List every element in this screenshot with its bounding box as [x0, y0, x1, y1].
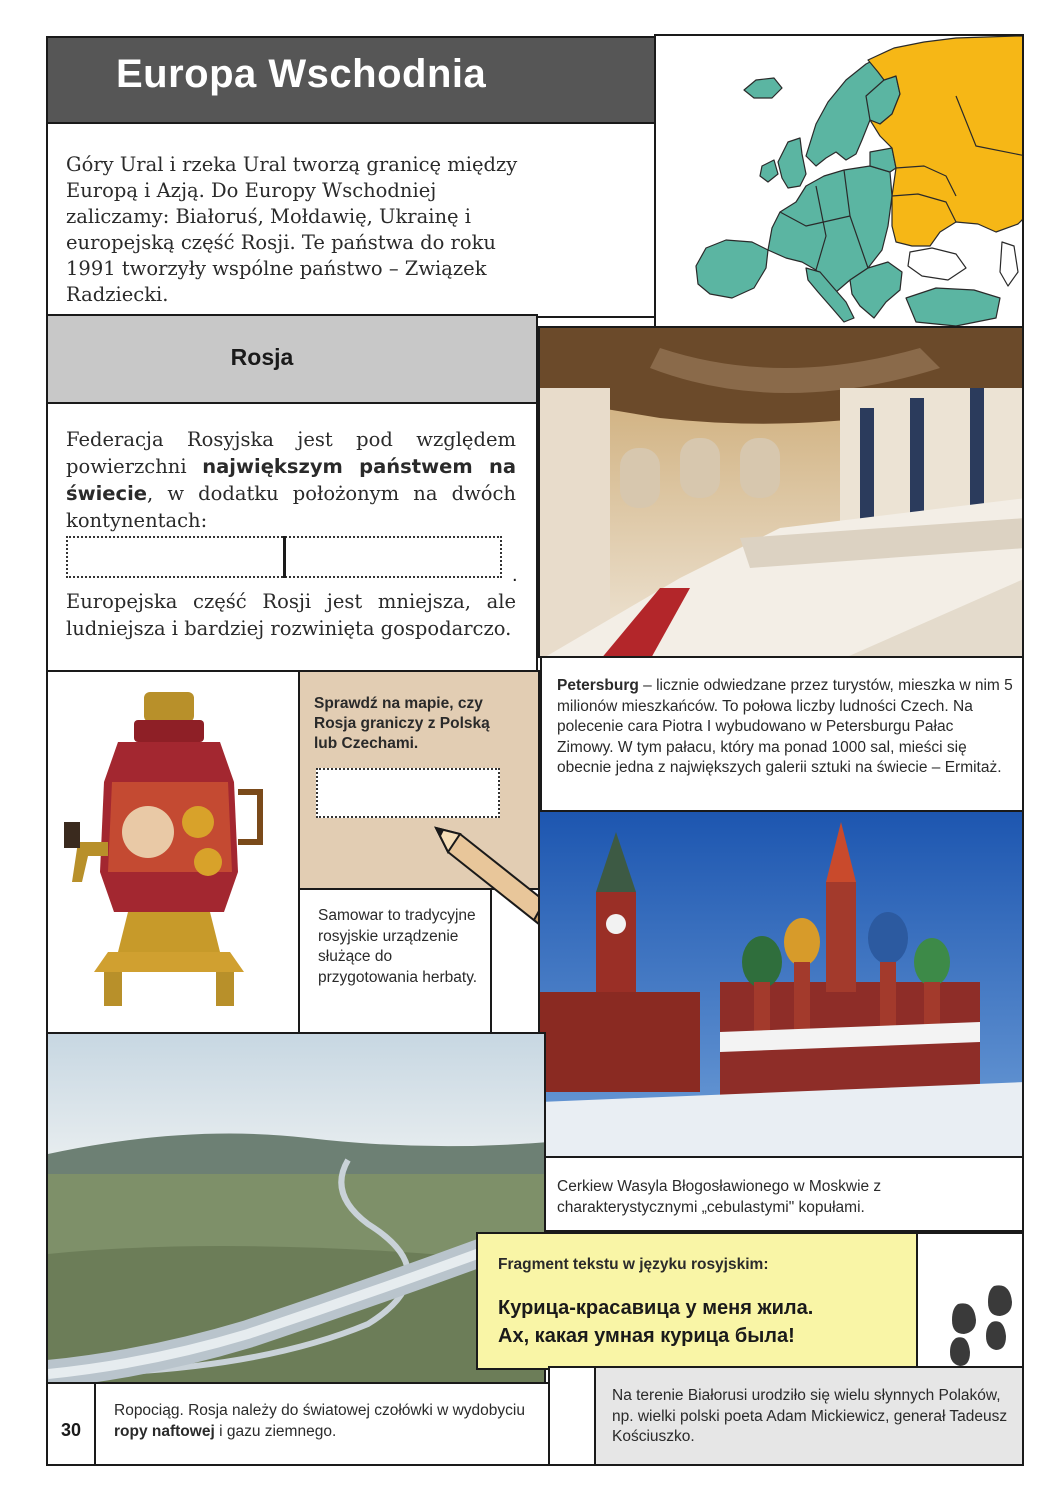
- answer-dot: .: [512, 564, 518, 586]
- pipeline-caption-part: i gazu ziemnego.: [214, 1423, 337, 1440]
- samowar-caption: Samowar to tradycyjne rosyjskie urządzenie służące do przygotowania herbaty.: [318, 907, 478, 986]
- saint-basil-photo: [538, 810, 1024, 1160]
- footsteps-panel: [916, 1232, 1024, 1370]
- rosja-heading: Rosja: [230, 344, 294, 370]
- bialorus-text: Na terenie Białorusi urodziło się wielu słynnych Polaków, np. wielki polski poeta Adam Mickiewicz, generał Tadeusz Kościuszko.: [612, 1387, 1008, 1445]
- page-title: Europa Wschodnia: [116, 52, 487, 96]
- winter-palace-photo: [538, 326, 1024, 658]
- rosja-text-bold: największym państwem na świecie: [66, 455, 516, 505]
- answer-divider: [283, 536, 286, 578]
- rosja-text: [66, 426, 516, 534]
- cerkiew-caption: Cerkiew Wasyla Błogosławionego w Moskwie z charakterystycznymi „cebulastymi" kopułami.: [557, 1178, 882, 1216]
- task-answer-box[interactable]: [316, 768, 500, 818]
- pipeline-illustration: [48, 1034, 546, 1392]
- footprints-icon: [918, 1234, 1022, 1368]
- petersburg-text: [557, 676, 1013, 779]
- russian-line-2: Ах, какая умная курица была!: [498, 1325, 795, 1347]
- europe-map-illustration: [656, 36, 1024, 330]
- petersburg-name: Petersburg: [557, 677, 639, 694]
- europe-map: [654, 34, 1024, 330]
- pipeline-photo: [46, 1032, 546, 1392]
- pipeline-caption: [114, 1400, 544, 1442]
- task-text: Sprawdź na mapie, czy Rosja graniczy z Polską lub Czechami.: [314, 695, 490, 752]
- rosja-text-part: Federacja Rosyjska jest pod względem powierzchni: [66, 428, 516, 478]
- blank-panel: [548, 1366, 596, 1466]
- palace-illustration: [540, 328, 1024, 658]
- intro-text: Góry Ural i rzeka Ural tworzą granicę między Europą i Azją. Do Europy Wschodniej zaliczamy: Białoruś, Mołdawię, Ukrainę i europejską część Rosji. Te państwa do roku 1991 tworzyły wspólne państwo – Związek Radziecki.: [66, 153, 518, 306]
- samowar-illustration: [48, 672, 298, 1032]
- russian-fragment-label: Fragment tekstu w języku rosyjskim:: [498, 1256, 769, 1273]
- pipeline-caption-part: Ropociąg. Rosja należy do światowej czołówki w wydobyciu: [114, 1402, 525, 1419]
- cathedral-illustration: [540, 812, 1024, 1160]
- page-number: 30: [60, 1420, 82, 1440]
- russian-fragment-text: [498, 1294, 908, 1350]
- samowar-photo-panel: [46, 670, 300, 1034]
- pipeline-caption-bold: ropy naftowej: [114, 1423, 215, 1440]
- rosja-text-2: Europejska część Rosji jest mniejsza, ale ludniejsza i bardziej rozwinięta gospodarczo.: [66, 590, 516, 640]
- rosja-text-part: , w dodatku położonym na dwóch kontynentach:: [66, 482, 516, 532]
- russian-line-1: Курица-красавица у меня жила.: [498, 1297, 814, 1319]
- petersburg-description: – licznie odwiedzane przez turystów, mieszka w nim 5 milionów mieszkańców. To połowa liczby ludności Czech. Na polecenie cara Piotra I wybudowano w Petersburgu Pałac Zimowy. W tym pałacu, który ma ponad 1000 sal, mieści się obecnie jedna z największych galerii sztuki na świecie – Ermitaż.: [557, 677, 1013, 776]
